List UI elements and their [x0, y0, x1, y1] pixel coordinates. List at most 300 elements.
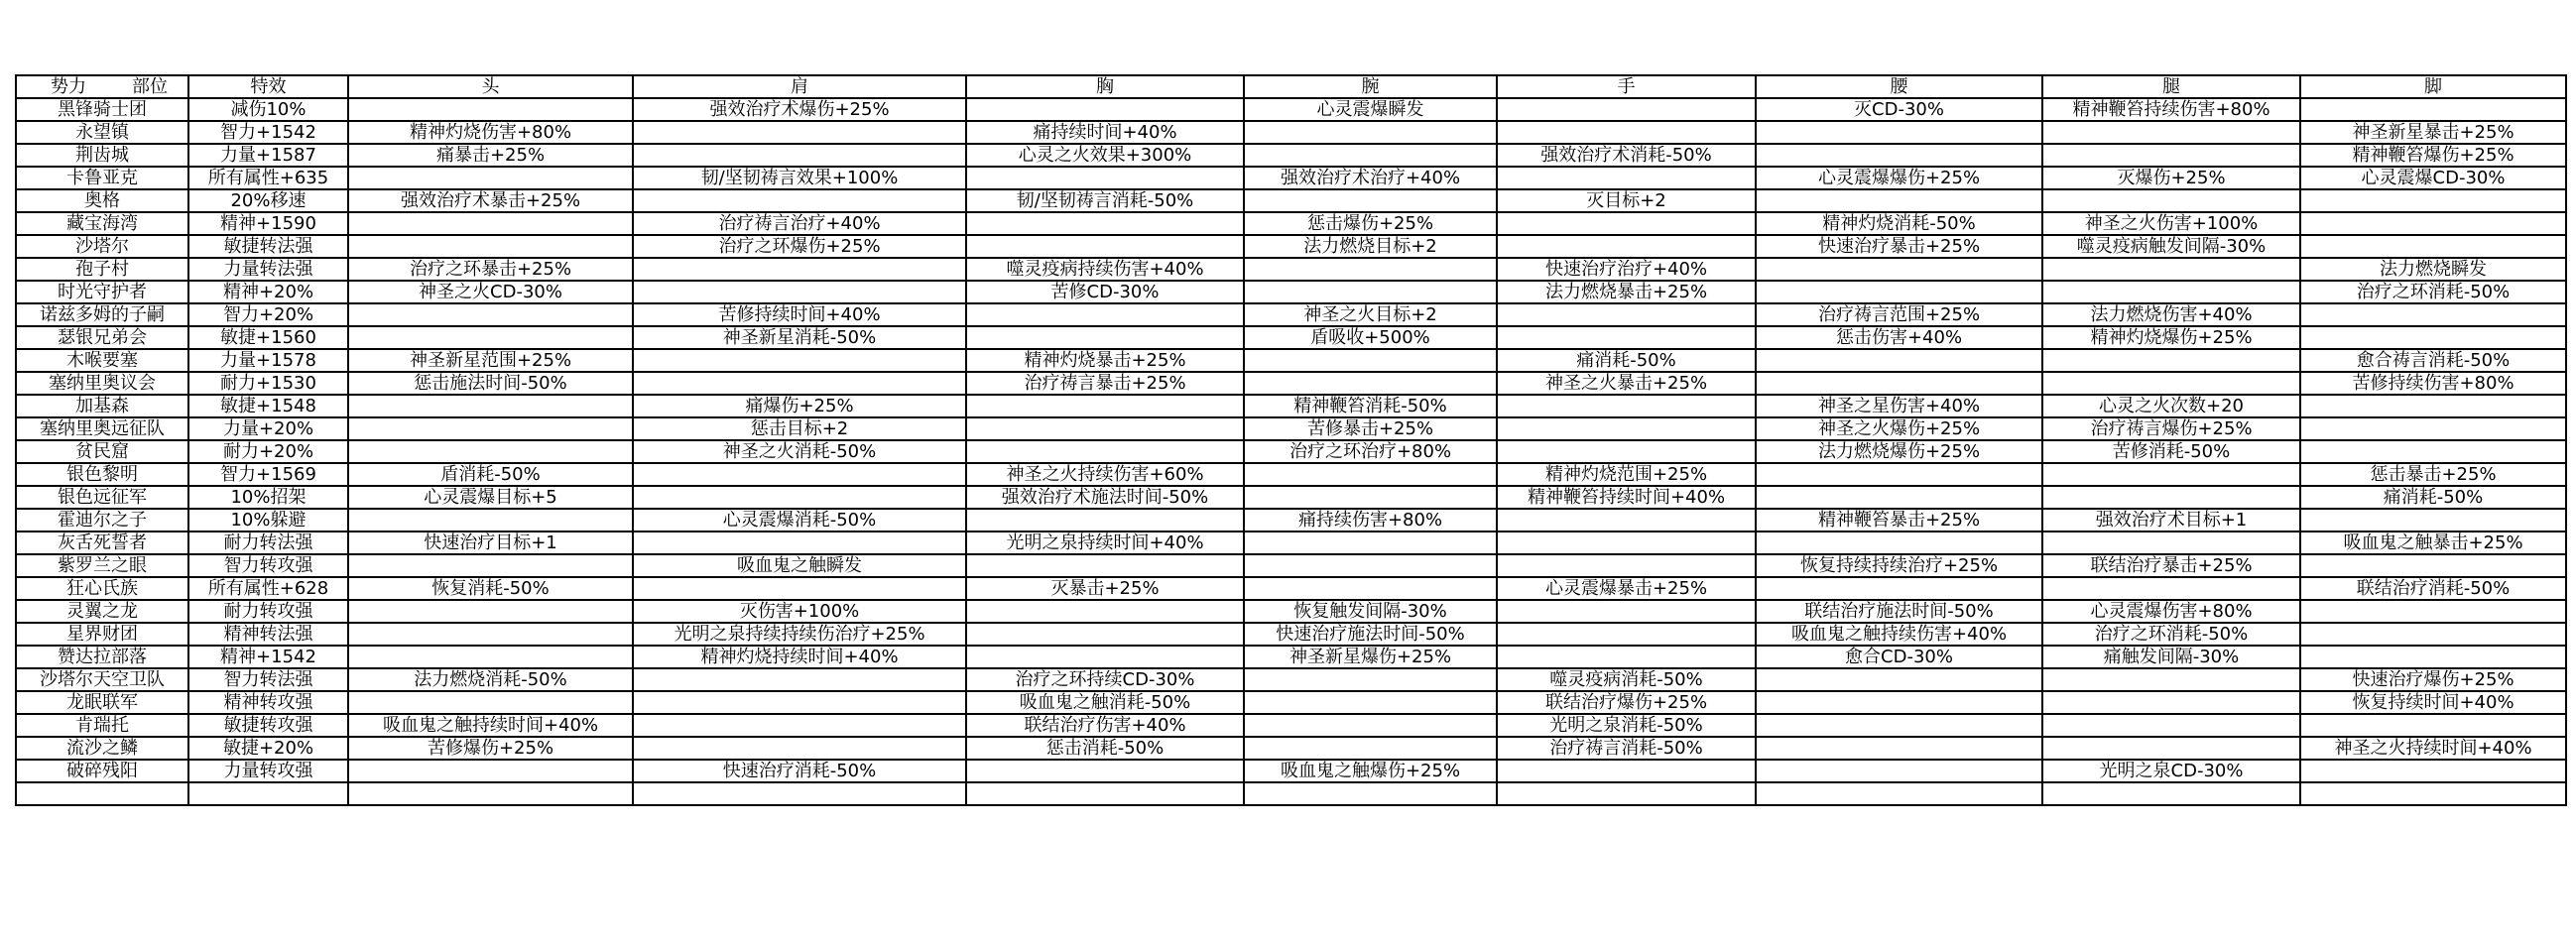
slot-bonus-cell: [1756, 486, 2042, 509]
slot-bonus-cell: [348, 554, 633, 577]
slot-bonus-cell: [2042, 258, 2300, 281]
special-effect-cell: 智力+20%: [188, 303, 348, 326]
slot-bonus-cell: 痛持续时间+40%: [966, 121, 1244, 144]
special-effect-cell: 减伤10%: [188, 98, 348, 121]
slot-bonus-cell: 灭CD-30%: [1756, 98, 2042, 121]
faction-name-cell: 塞纳里奥议会: [16, 372, 188, 395]
header-slot-label: 部位: [132, 76, 168, 97]
table-row: [16, 600, 2566, 623]
slot-bonus-cell: 心灵震爆爆伤+25%: [1756, 167, 2042, 189]
slot-bonus-cell: [633, 349, 966, 372]
slot-bonus-cell: 治疗祷言消耗-50%: [1497, 737, 1756, 760]
special-effect-cell: 力量转法强: [188, 258, 348, 281]
faction-name-cell: 狂心氏族: [16, 577, 188, 600]
slot-bonus-cell: [2300, 646, 2566, 668]
slot-bonus-cell: 快速治疗治疗+40%: [1497, 258, 1756, 281]
slot-bonus-cell: [2300, 98, 2566, 121]
slot-bonus-cell: 吸血鬼之触持续时间+40%: [348, 714, 633, 737]
slot-bonus-cell: [2042, 189, 2300, 212]
slot-bonus-cell: 光明之泉消耗-50%: [1497, 714, 1756, 737]
slot-bonus-cell: [1756, 258, 2042, 281]
slot-bonus-cell: [1756, 144, 2042, 167]
slot-bonus-cell: 噬灵疫病持续伤害+40%: [966, 258, 1244, 281]
faction-name-cell: 赞达拉部落: [16, 646, 188, 668]
faction-name-cell: 荆齿城: [16, 144, 188, 167]
table-row: [16, 349, 2566, 372]
table-row: [16, 782, 2566, 805]
slot-bonus-cell: [1244, 372, 1497, 395]
slot-bonus-cell: 盾吸收+500%: [1244, 326, 1497, 349]
slot-bonus-cell: [1497, 98, 1756, 121]
slot-bonus-cell: [2042, 737, 2300, 760]
slot-bonus-cell: [966, 440, 1244, 463]
faction-name-cell: 霍迪尔之子: [16, 509, 188, 532]
slot-bonus-cell: [1756, 281, 2042, 303]
slot-bonus-cell: 苦修消耗-50%: [2042, 440, 2300, 463]
slot-bonus-cell: [2042, 782, 2300, 805]
slot-bonus-cell: [633, 486, 966, 509]
slot-bonus-cell: 治疗祷言爆伤+25%: [2042, 417, 2300, 440]
slot-bonus-cell: 惩击目标+2: [633, 417, 966, 440]
special-effect-cell: 耐力+1530: [188, 372, 348, 395]
slot-bonus-cell: [966, 509, 1244, 532]
special-effect-cell: 力量+20%: [188, 417, 348, 440]
slot-bonus-cell: 强效治疗术消耗-50%: [1497, 144, 1756, 167]
slot-bonus-cell: [966, 782, 1244, 805]
slot-bonus-cell: [1244, 737, 1497, 760]
slot-bonus-cell: 快速治疗暴击+25%: [1756, 235, 2042, 258]
special-effect-cell: 智力+1542: [188, 121, 348, 144]
slot-bonus-cell: [633, 577, 966, 600]
faction-name-cell: 诺兹多姆的子嗣: [16, 303, 188, 326]
slot-bonus-cell: 韧/坚韧祷言消耗-50%: [966, 189, 1244, 212]
slot-bonus-cell: [348, 326, 633, 349]
slot-bonus-cell: [2042, 486, 2300, 509]
special-effect-cell: 敏捷+1560: [188, 326, 348, 349]
slot-bonus-cell: [1756, 782, 2042, 805]
slot-bonus-cell: [1497, 532, 1756, 554]
slot-bonus-cell: 快速治疗爆伤+25%: [2300, 668, 2566, 691]
faction-name-cell: 塞纳里奥远征队: [16, 417, 188, 440]
slot-bonus-cell: 神圣新星暴击+25%: [2300, 121, 2566, 144]
slot-bonus-cell: [1756, 532, 2042, 554]
column-header: 头: [348, 75, 633, 98]
table-row: [16, 509, 2566, 532]
slot-bonus-cell: 法力燃烧瞬发: [2300, 258, 2566, 281]
special-effect-cell: 精神+20%: [188, 281, 348, 303]
slot-bonus-cell: [1756, 577, 2042, 600]
faction-name-cell: 藏宝海湾: [16, 212, 188, 235]
slot-bonus-cell: [2300, 760, 2566, 782]
slot-bonus-cell: [2300, 303, 2566, 326]
special-effect-cell: 敏捷+20%: [188, 737, 348, 760]
table-row: [16, 623, 2566, 646]
slot-bonus-cell: 神圣新星消耗-50%: [633, 326, 966, 349]
slot-bonus-cell: [1244, 189, 1497, 212]
slot-bonus-cell: 精神灼烧范围+25%: [1497, 463, 1756, 486]
slot-bonus-cell: 惩击伤害+40%: [1756, 326, 2042, 349]
slot-bonus-cell: 吸血鬼之触瞬发: [633, 554, 966, 577]
slot-bonus-cell: [348, 440, 633, 463]
table-row: [16, 372, 2566, 395]
slot-bonus-cell: 苦修CD-30%: [966, 281, 1244, 303]
special-effect-cell: 智力+1569: [188, 463, 348, 486]
slot-bonus-cell: [2042, 463, 2300, 486]
table-row: [16, 554, 2566, 577]
slot-bonus-cell: 强效治疗术爆伤+25%: [633, 98, 966, 121]
slot-bonus-cell: 心灵震爆伤害+80%: [2042, 600, 2300, 623]
slot-bonus-cell: 法力燃烧消耗-50%: [348, 668, 633, 691]
special-effect-cell: 敏捷转攻强: [188, 714, 348, 737]
special-effect-cell: 精神+1542: [188, 646, 348, 668]
special-effect-cell: 所有属性+635: [188, 167, 348, 189]
slot-bonus-cell: [1244, 486, 1497, 509]
slot-bonus-cell: 联结治疗消耗-50%: [2300, 577, 2566, 600]
slot-bonus-cell: 痛持续伤害+80%: [1244, 509, 1497, 532]
slot-bonus-cell: [2042, 372, 2300, 395]
slot-bonus-cell: 精神灼烧伤害+80%: [348, 121, 633, 144]
slot-bonus-cell: 神圣之火暴击+25%: [1497, 372, 1756, 395]
column-header: 手: [1497, 75, 1756, 98]
column-header: 特效: [188, 75, 348, 98]
slot-bonus-cell: [348, 167, 633, 189]
table-row: [16, 668, 2566, 691]
slot-bonus-cell: 心灵之火次数+20: [2042, 395, 2300, 417]
faction-name-cell: 孢子村: [16, 258, 188, 281]
special-effect-cell: 力量转攻强: [188, 760, 348, 782]
column-header: 胸: [966, 75, 1244, 98]
faction-name-cell: 龙眠联军: [16, 691, 188, 714]
faction-name-cell: 加基森: [16, 395, 188, 417]
faction-name-cell: 时光守护者: [16, 281, 188, 303]
slot-bonus-cell: [966, 600, 1244, 623]
table-row: [16, 235, 2566, 258]
slot-bonus-cell: 惩击暴击+25%: [2300, 463, 2566, 486]
slot-bonus-cell: 灭暴击+25%: [966, 577, 1244, 600]
slot-bonus-cell: [1497, 440, 1756, 463]
slot-bonus-cell: [1756, 372, 2042, 395]
slot-bonus-cell: 治疗之环爆伤+25%: [633, 235, 966, 258]
faction-name-cell: 奥格: [16, 189, 188, 212]
slot-bonus-cell: [1756, 714, 2042, 737]
special-effect-cell: 所有属性+628: [188, 577, 348, 600]
slot-bonus-cell: 联结治疗伤害+40%: [966, 714, 1244, 737]
slot-bonus-cell: [2042, 668, 2300, 691]
slot-bonus-cell: 光明之泉CD-30%: [2042, 760, 2300, 782]
slot-bonus-cell: [1244, 577, 1497, 600]
slot-bonus-cell: [1756, 737, 2042, 760]
slot-bonus-cell: 联结治疗施法时间-50%: [1756, 600, 2042, 623]
special-effect-cell: 智力转攻强: [188, 554, 348, 577]
slot-bonus-cell: 法力燃烧爆伤+25%: [1756, 440, 2042, 463]
slot-bonus-cell: [633, 782, 966, 805]
slot-bonus-cell: 光明之泉持续持续伤治疗+25%: [633, 623, 966, 646]
slot-bonus-cell: 惩击消耗-50%: [966, 737, 1244, 760]
slot-bonus-cell: [633, 532, 966, 554]
slot-bonus-cell: 强效治疗术暴击+25%: [348, 189, 633, 212]
faction-name-cell: 沙塔尔: [16, 235, 188, 258]
slot-bonus-cell: [1244, 714, 1497, 737]
table-row: [16, 121, 2566, 144]
faction-name-cell: 银色远征军: [16, 486, 188, 509]
table-row: [16, 189, 2566, 212]
slot-bonus-cell: [1244, 258, 1497, 281]
slot-bonus-cell: 精神灼烧爆伤+25%: [2042, 326, 2300, 349]
special-effect-cell: 耐力+20%: [188, 440, 348, 463]
slot-bonus-cell: 法力燃烧暴击+25%: [1497, 281, 1756, 303]
slot-bonus-cell: 神圣之火消耗-50%: [633, 440, 966, 463]
table-row: [16, 440, 2566, 463]
slot-bonus-cell: [1497, 303, 1756, 326]
faction-name-cell: 灵翼之龙: [16, 600, 188, 623]
slot-bonus-cell: [966, 646, 1244, 668]
slot-bonus-cell: [1497, 212, 1756, 235]
slot-bonus-cell: 神圣新星范围+25%: [348, 349, 633, 372]
slot-bonus-cell: [2300, 326, 2566, 349]
table-row: [16, 417, 2566, 440]
header-corner-cell: [16, 75, 188, 98]
slot-bonus-cell: 心灵之火效果+300%: [966, 144, 1244, 167]
table-row: [16, 144, 2566, 167]
slot-bonus-cell: [1756, 760, 2042, 782]
slot-bonus-cell: 强效治疗术治疗+40%: [1244, 167, 1497, 189]
slot-bonus-cell: [2042, 714, 2300, 737]
slot-bonus-cell: [1497, 121, 1756, 144]
faction-name-cell: 黑锋骑士团: [16, 98, 188, 121]
slot-bonus-cell: [633, 372, 966, 395]
special-effect-cell: 10%招架: [188, 486, 348, 509]
slot-bonus-cell: [2042, 144, 2300, 167]
slot-bonus-cell: 吸血鬼之触暴击+25%: [2300, 532, 2566, 554]
slot-bonus-cell: 惩击爆伤+25%: [1244, 212, 1497, 235]
special-effect-cell: 精神转攻强: [188, 691, 348, 714]
slot-bonus-cell: [633, 189, 966, 212]
slot-bonus-cell: 治疗之环持续CD-30%: [966, 668, 1244, 691]
slot-bonus-cell: 痛消耗-50%: [1497, 349, 1756, 372]
slot-bonus-cell: 快速治疗目标+1: [348, 532, 633, 554]
slot-bonus-cell: 苦修暴击+25%: [1244, 417, 1497, 440]
slot-bonus-cell: 恢复持续持续治疗+25%: [1756, 554, 2042, 577]
column-header: 腿: [2042, 75, 2300, 98]
slot-bonus-cell: 精神鞭笞消耗-50%: [1244, 395, 1497, 417]
slot-bonus-cell: [966, 303, 1244, 326]
special-effect-cell: 20%移速: [188, 189, 348, 212]
slot-bonus-cell: [1244, 554, 1497, 577]
slot-bonus-cell: [2042, 121, 2300, 144]
table-row: [16, 760, 2566, 782]
slot-bonus-cell: 恢复触发间隔-30%: [1244, 600, 1497, 623]
faction-name-cell: [16, 782, 188, 805]
faction-name-cell: 卡鲁亚克: [16, 167, 188, 189]
table-row: [16, 326, 2566, 349]
slot-bonus-cell: 精神灼烧消耗-50%: [1756, 212, 2042, 235]
slot-bonus-cell: [1756, 463, 2042, 486]
slot-bonus-cell: 治疗之环消耗-50%: [2042, 623, 2300, 646]
slot-bonus-cell: [1756, 121, 2042, 144]
slot-bonus-cell: 快速治疗消耗-50%: [633, 760, 966, 782]
special-effect-cell: 精神转法强: [188, 623, 348, 646]
slot-bonus-cell: 精神鞭笞爆伤+25%: [2300, 144, 2566, 167]
slot-bonus-cell: [966, 623, 1244, 646]
slot-bonus-cell: 神圣之星伤害+40%: [1756, 395, 2042, 417]
slot-bonus-cell: [1244, 782, 1497, 805]
slot-bonus-cell: [966, 417, 1244, 440]
slot-bonus-cell: 联结治疗爆伤+25%: [1497, 691, 1756, 714]
special-effect-cell: 力量+1587: [188, 144, 348, 167]
slot-bonus-cell: 痛暴击+25%: [348, 144, 633, 167]
slot-bonus-cell: [1497, 235, 1756, 258]
slot-bonus-cell: 愈合CD-30%: [1756, 646, 2042, 668]
table-row: [16, 281, 2566, 303]
slot-bonus-cell: [348, 760, 633, 782]
slot-bonus-cell: 快速治疗施法时间-50%: [1244, 623, 1497, 646]
slot-bonus-cell: [1244, 144, 1497, 167]
slot-bonus-cell: [2300, 509, 2566, 532]
slot-bonus-cell: [2042, 691, 2300, 714]
slot-bonus-cell: [1497, 554, 1756, 577]
slot-bonus-cell: [1244, 463, 1497, 486]
special-effect-cell: 敏捷+1548: [188, 395, 348, 417]
slot-bonus-cell: [633, 737, 966, 760]
slot-bonus-cell: [1497, 760, 1756, 782]
slot-bonus-cell: [348, 600, 633, 623]
slot-bonus-cell: [348, 395, 633, 417]
slot-bonus-cell: 心灵震爆目标+5: [348, 486, 633, 509]
special-effect-cell: 耐力转法强: [188, 532, 348, 554]
slot-bonus-cell: [633, 463, 966, 486]
slot-bonus-cell: [2300, 212, 2566, 235]
slot-bonus-cell: 吸血鬼之触爆伤+25%: [1244, 760, 1497, 782]
table-row: [16, 303, 2566, 326]
slot-bonus-cell: 噬灵疫病触发间隔-30%: [2042, 235, 2300, 258]
slot-bonus-cell: [348, 98, 633, 121]
slot-bonus-cell: 神圣之火CD-30%: [348, 281, 633, 303]
faction-name-cell: 流沙之鳞: [16, 737, 188, 760]
slot-bonus-cell: 痛消耗-50%: [2300, 486, 2566, 509]
faction-name-cell: 灰舌死誓者: [16, 532, 188, 554]
slot-bonus-cell: [2300, 189, 2566, 212]
slot-bonus-cell: 恢复消耗-50%: [348, 577, 633, 600]
slot-bonus-cell: [348, 782, 633, 805]
slot-bonus-cell: 心灵震爆瞬发: [1244, 98, 1497, 121]
slot-bonus-cell: [2300, 782, 2566, 805]
slot-bonus-cell: 吸血鬼之触持续伤害+40%: [1756, 623, 2042, 646]
slot-bonus-cell: [1497, 509, 1756, 532]
special-effect-cell: 智力转法强: [188, 668, 348, 691]
slot-bonus-cell: [2300, 714, 2566, 737]
slot-bonus-cell: [1244, 281, 1497, 303]
slot-bonus-cell: [2300, 395, 2566, 417]
slot-bonus-cell: [1244, 691, 1497, 714]
table-row: [16, 463, 2566, 486]
slot-bonus-cell: 噬灵疫病消耗-50%: [1497, 668, 1756, 691]
slot-bonus-cell: 惩击施法时间-50%: [348, 372, 633, 395]
special-effect-cell: 敏捷转法强: [188, 235, 348, 258]
slot-bonus-cell: 治疗祷言治疗+40%: [633, 212, 966, 235]
slot-bonus-cell: 苦修持续时间+40%: [633, 303, 966, 326]
faction-name-cell: 木喉要塞: [16, 349, 188, 372]
slot-bonus-cell: 神圣之火持续时间+40%: [2300, 737, 2566, 760]
column-header: 腰: [1756, 75, 2042, 98]
slot-bonus-cell: [633, 121, 966, 144]
table-row: [16, 395, 2566, 417]
slot-bonus-cell: [966, 98, 1244, 121]
table-row: [16, 486, 2566, 509]
slot-bonus-cell: [1244, 532, 1497, 554]
slot-bonus-cell: [2300, 417, 2566, 440]
slot-bonus-cell: [1756, 349, 2042, 372]
slot-bonus-cell: [1756, 691, 2042, 714]
slot-bonus-cell: [1756, 668, 2042, 691]
slot-bonus-cell: [1497, 395, 1756, 417]
slot-bonus-cell: [2300, 235, 2566, 258]
slot-bonus-cell: 灭目标+2: [1497, 189, 1756, 212]
slot-bonus-cell: [2042, 281, 2300, 303]
table-row: [16, 714, 2566, 737]
slot-bonus-cell: 苦修持续伤害+80%: [2300, 372, 2566, 395]
table-row: [16, 532, 2566, 554]
slot-bonus-cell: 精神鞭笞持续时间+40%: [1497, 486, 1756, 509]
slot-bonus-cell: [1497, 782, 1756, 805]
slot-bonus-cell: [2042, 577, 2300, 600]
slot-bonus-cell: 神圣之火持续伤害+60%: [966, 463, 1244, 486]
slot-bonus-cell: [1244, 121, 1497, 144]
slot-bonus-cell: [348, 235, 633, 258]
table-body: [16, 98, 2566, 805]
faction-bonus-table: [15, 74, 2567, 806]
slot-bonus-cell: [2300, 440, 2566, 463]
slot-bonus-cell: [633, 281, 966, 303]
slot-bonus-cell: [633, 144, 966, 167]
slot-bonus-cell: 苦修爆伤+25%: [348, 737, 633, 760]
table-row: [16, 212, 2566, 235]
column-header: 脚: [2300, 75, 2566, 98]
slot-bonus-cell: 心灵震爆暴击+25%: [1497, 577, 1756, 600]
slot-bonus-cell: 精神鞭笞暴击+25%: [1756, 509, 2042, 532]
slot-bonus-cell: 韧/坚韧祷言效果+100%: [633, 167, 966, 189]
slot-bonus-cell: [348, 212, 633, 235]
slot-bonus-cell: 痛爆伤+25%: [633, 395, 966, 417]
slot-bonus-cell: 神圣之火目标+2: [1244, 303, 1497, 326]
slot-bonus-cell: 治疗祷言范围+25%: [1756, 303, 2042, 326]
slot-bonus-cell: [2300, 600, 2566, 623]
faction-name-cell: 沙塔尔天空卫队: [16, 668, 188, 691]
slot-bonus-cell: [1497, 600, 1756, 623]
table-row: [16, 646, 2566, 668]
faction-name-cell: 星界财团: [16, 623, 188, 646]
slot-bonus-cell: [633, 714, 966, 737]
special-effect-cell: 精神+1590: [188, 212, 348, 235]
slot-bonus-cell: [966, 167, 1244, 189]
faction-name-cell: 破碎残阳: [16, 760, 188, 782]
table-row: [16, 691, 2566, 714]
slot-bonus-cell: [633, 258, 966, 281]
slot-bonus-cell: [1244, 668, 1497, 691]
faction-name-cell: 永望镇: [16, 121, 188, 144]
slot-bonus-cell: [2042, 349, 2300, 372]
slot-bonus-cell: [633, 691, 966, 714]
slot-bonus-cell: 强效治疗术目标+1: [2042, 509, 2300, 532]
slot-bonus-cell: [966, 554, 1244, 577]
faction-name-cell: 贫民窟: [16, 440, 188, 463]
slot-bonus-cell: [2300, 554, 2566, 577]
slot-bonus-cell: [1497, 167, 1756, 189]
slot-bonus-cell: 精神灼烧持续时间+40%: [633, 646, 966, 668]
special-effect-cell: 10%躲避: [188, 509, 348, 532]
special-effect-cell: [188, 782, 348, 805]
slot-bonus-cell: 法力燃烧伤害+40%: [2042, 303, 2300, 326]
faction-name-cell: 肯瑞托: [16, 714, 188, 737]
